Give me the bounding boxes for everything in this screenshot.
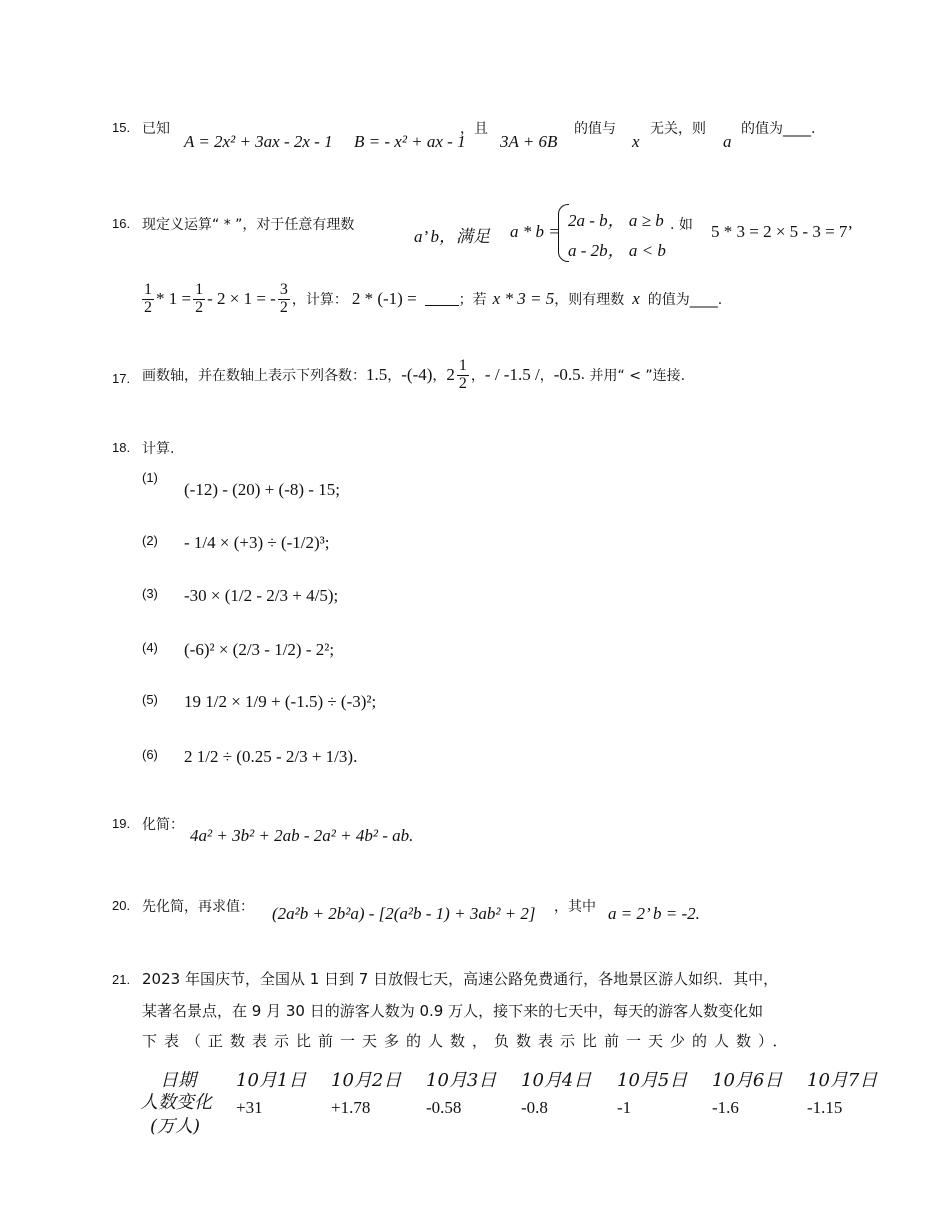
q15-number: 15. [112,120,131,135]
q21-table-header-unit: (万人) [150,1116,201,1137]
q21-table-change-3: -0.58 [426,1098,462,1117]
q16-answer-blank[interactable] [425,293,459,306]
q15-var2: a [723,132,732,151]
q16-half-frac-2: $\frac{1}{2}$ [195,281,204,316]
q19-number: 19. [112,816,131,831]
q21-table-date-3: 10月3日 [426,1070,497,1091]
q15-combo: 3A + 6B [500,132,558,151]
q15-lead: 已知 [142,121,170,137]
q21-line-1: 2023 年国庆节，全国从 1 日到 7 日放假七天，高速公路免费通行，各地景区游人如织．其中， [142,970,779,988]
q15-mid2: 无关，则 [650,121,706,137]
q16-vars: a’ b，满足 [414,227,491,246]
q18-item-5-expr: 19 1/2 × 1/9 + (-1.5) ÷ (-3)²; [184,692,377,711]
q21-table-header-change: 人数变化 [140,1092,212,1113]
q21-table-change-4: -0.8 [521,1098,548,1117]
q21-table-change-5: -1 [617,1098,632,1117]
q21-table [140,1066,900,1138]
q18-item-4-expr: (-6)² × (2/3 - 1/2) - 2²; [184,640,335,659]
q17-text: 画数轴，并在数轴上表示下列各数： [142,368,366,385]
q17-value-5: -0.5 [553,365,581,385]
q15-tail: 的值为____. [741,121,816,137]
q18-item-6-expr: 2 1/2 ÷ (0.25 - 2/3 + 1/3). [184,747,358,766]
q16-def-lhs: a * b = [510,222,560,241]
q17-value-1: 1.5 [366,365,388,385]
q16-lead: 现定义运算“ * ”，对于任意有理数 [142,217,355,233]
q16-calc-label: ，计算： [291,292,348,309]
q16-case1: 2a - b， a ≥ b [568,211,664,230]
q18-item-1-expr: (-12) - (20) + (-8) - 15; [184,480,340,499]
q15-and: ，且 [460,121,488,137]
q18-item-3-label: (3) [142,586,158,601]
q17-tail: 并用“ < ”连接. [589,368,686,385]
q17-line: 画数轴，并在数轴上表示下列各数： 1.5 ， -(-4) ， 2 $\frac{1}{2}$ ， - / -1.5 / ， -0.5 . 并用“ < ”连接. [142,357,686,392]
q16-number: 16. [112,216,131,231]
q21-table-change-7: -1.15 [807,1098,843,1117]
q15-var: x [632,132,640,151]
q21-number: 21. [112,972,131,987]
q21-table-date-6: 10月6日 [712,1070,783,1091]
q21-line-3: 下表（正数表示比前一天多的人数，负数表示比前一天少的人数）． [142,1032,795,1050]
q21-table-change-2: +1.78 [331,1098,371,1117]
q16-case2: a - 2b， a < b [568,241,666,260]
q18-title: 计算. [142,441,175,457]
q16-half-frac: $\frac{1}{2}$ [144,281,152,316]
q18-item-1-label: (1) [142,470,158,485]
q21-table-change-1: +31 [236,1098,263,1117]
q20-expr: (2a²b + 2b²a) - [2(a²b - 1) + 3ab² + 2] [272,904,536,923]
q17-number: 17. [112,371,131,386]
q17-value-3-whole: 2 [446,365,455,385]
q17-value-4: - / -1.5 / [484,365,540,385]
q15-expr-a: A = 2x² + 3ax - 2x - 1 [184,132,333,151]
q17-value-2: -(-4) [401,365,433,385]
q19-lead: 化简： [142,817,184,833]
q21-table-date-7: 10月7日 [807,1070,878,1091]
q18-item-6-label: (6) [142,747,158,762]
q18-item-5-label: (5) [142,692,158,707]
q21-table-date-2: 10月2日 [331,1070,402,1091]
q15-mid: 的值与 [574,121,616,137]
q16-three-half-frac: $\frac{3}{2}$ [279,281,288,316]
q21-line-2: 某著名景点，在 9 月 30 日的游客人数为 0.9 万人，接下来的七天中，每天的游客人数变化如 [142,1002,764,1020]
q20-where: ，其中 [554,899,596,915]
q18-item-4-label: (4) [142,640,158,655]
q21-table-date-4: 10月4日 [521,1070,592,1091]
q20-lead: 先化简，再求值： [142,899,254,915]
q16-calc-expr: 2 * (-1) = [351,289,417,309]
q20-number: 20. [112,898,131,913]
q18-item-2-label: (2) [142,533,158,548]
q16-then-label: ，则有理数 [554,292,625,309]
q21-table-date-1: 10月1日 [236,1070,307,1091]
q16-eg2-a: * 1 = [156,289,192,309]
q16-if-label: ；若 [458,292,487,309]
q16-tail: 的值为____. [647,292,723,309]
q18-number: 18. [112,440,131,455]
q16-eg2-b: - 2 × 1 = - [207,289,276,309]
q21-table-header-date: 日期 [160,1070,196,1091]
q18-item-2-expr: - 1/4 × (+3) ÷ (-1/2)³; [184,533,330,552]
q15-expr-b: B = - x² + ax - 1 [354,132,466,151]
q16-line2 [140,282,722,317]
q19-expr: 4a² + 3b² + 2ab - 2a² + 4b² - ab. [190,826,414,845]
q16-if-expr: x * 3 = 5 [492,289,555,309]
q17-value-3-frac: $\frac{1}{2}$ [458,357,467,392]
q16-eg-prefix: . 如 [670,217,693,233]
q16-eg1: 5 * 3 = 2 × 5 - 3 = 7’ [711,222,854,241]
q21-table-date-5: 10月5日 [617,1070,688,1091]
q18-item-3-expr: -30 × (1/2 - 2/3 + 4/5); [184,586,339,605]
q20-cond: a = 2’ b = -2. [608,904,700,923]
q21-table-change-6: -1.6 [712,1098,739,1117]
q16-then-var: x [632,289,640,309]
